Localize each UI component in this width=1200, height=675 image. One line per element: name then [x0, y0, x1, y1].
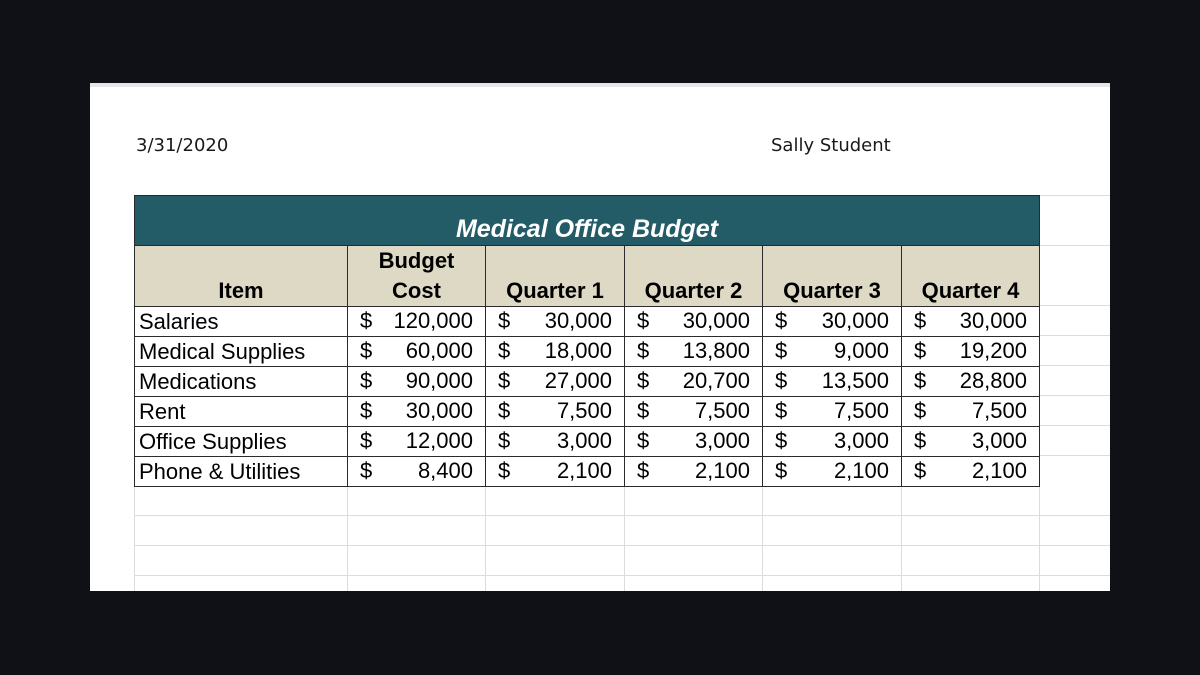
gridline — [134, 545, 1110, 546]
amount-cell[interactable] — [348, 427, 486, 457]
table-row — [135, 457, 1040, 487]
amount-cell[interactable] — [348, 337, 486, 367]
amount-value: 30,000 — [544, 308, 612, 333]
item-cell[interactable]: Rent — [135, 397, 348, 427]
item-cell[interactable]: Phone & Utilities — [135, 457, 348, 487]
amount-cell[interactable] — [763, 397, 902, 427]
gridline — [134, 515, 1110, 516]
amount-cell[interactable] — [902, 457, 1040, 487]
column-header-quarter-2[interactable]: Quarter 2 — [625, 246, 763, 307]
currency-symbol: $ — [498, 428, 511, 453]
amount-cell[interactable] — [625, 397, 763, 427]
amount-value: 2,100 — [694, 458, 750, 483]
currency-symbol: $ — [637, 458, 650, 483]
amount-value: 3,000 — [556, 428, 612, 453]
amount-value: 19,200 — [959, 338, 1027, 363]
amount-value: 30,000 — [959, 308, 1027, 333]
amount-value: 90,000 — [405, 368, 473, 393]
amount-cell[interactable] — [763, 337, 902, 367]
currency-symbol: $ — [360, 428, 373, 453]
amount-value: 27,000 — [544, 368, 612, 393]
amount-cell[interactable] — [486, 427, 625, 457]
gridline — [134, 485, 135, 591]
gridline — [1039, 455, 1110, 456]
amount-value: 30,000 — [821, 308, 889, 333]
currency-symbol: $ — [498, 338, 511, 363]
currency-symbol: $ — [637, 428, 650, 453]
gridline — [134, 575, 1110, 576]
amount-value: 7,500 — [556, 398, 612, 423]
gridline — [1039, 485, 1040, 591]
item-cell[interactable]: Salaries — [135, 307, 348, 337]
currency-symbol: $ — [914, 458, 927, 483]
amount-value: 2,100 — [971, 458, 1027, 483]
amount-value: 28,800 — [959, 368, 1027, 393]
table-row — [135, 307, 1040, 337]
amount-cell[interactable] — [902, 337, 1040, 367]
table-title[interactable]: Medical Office Budget — [135, 196, 1040, 246]
currency-symbol: $ — [360, 458, 373, 483]
amount-cell[interactable] — [625, 337, 763, 367]
currency-symbol: $ — [360, 398, 373, 423]
amount-cell[interactable] — [763, 427, 902, 457]
amount-cell[interactable] — [486, 367, 625, 397]
currency-symbol: $ — [914, 398, 927, 423]
amount-value: 8,400 — [417, 458, 473, 483]
currency-symbol: $ — [498, 398, 511, 423]
amount-value: 7,500 — [833, 398, 889, 423]
amount-cell[interactable] — [625, 367, 763, 397]
spreadsheet-page — [90, 83, 1110, 591]
amount-cell[interactable] — [486, 397, 625, 427]
gridline — [347, 485, 348, 591]
amount-cell[interactable] — [348, 307, 486, 337]
column-header-item[interactable]: Item — [135, 246, 348, 307]
amount-cell[interactable] — [486, 457, 625, 487]
amount-cell[interactable] — [625, 427, 763, 457]
currency-symbol: $ — [498, 308, 511, 333]
currency-symbol: $ — [498, 458, 511, 483]
item-cell[interactable]: Medications — [135, 367, 348, 397]
currency-symbol: $ — [914, 428, 927, 453]
amount-cell[interactable] — [902, 307, 1040, 337]
gridline — [1039, 335, 1110, 336]
amount-cell[interactable] — [902, 427, 1040, 457]
amount-value: 13,500 — [821, 368, 889, 393]
amount-value: 3,000 — [694, 428, 750, 453]
gridline — [762, 485, 763, 591]
item-cell[interactable]: Medical Supplies — [135, 337, 348, 367]
amount-value: 2,100 — [556, 458, 612, 483]
currency-symbol: $ — [637, 398, 650, 423]
item-cell[interactable]: Office Supplies — [135, 427, 348, 457]
amount-value: 9,000 — [833, 338, 889, 363]
amount-value: 7,500 — [694, 398, 750, 423]
gridline — [485, 485, 486, 591]
amount-cell[interactable] — [486, 337, 625, 367]
currency-symbol: $ — [360, 338, 373, 363]
amount-value: 7,500 — [971, 398, 1027, 423]
amount-value: 12,000 — [405, 428, 473, 453]
amount-value: 18,000 — [544, 338, 612, 363]
currency-symbol: $ — [637, 308, 650, 333]
column-header-quarter-3[interactable]: Quarter 3 — [763, 246, 902, 307]
header-author-name: Sally Student — [771, 135, 891, 156]
currency-symbol: $ — [914, 338, 927, 363]
header-date: 3/31/2020 — [136, 135, 229, 156]
column-header-quarter-1[interactable]: Quarter 1 — [486, 246, 625, 307]
table-row — [135, 367, 1040, 397]
column-header-budget-cost[interactable]: Budget Cost — [348, 246, 486, 307]
currency-symbol: $ — [637, 368, 650, 393]
table-row — [135, 337, 1040, 367]
amount-value: 30,000 — [405, 398, 473, 423]
sheet-top-border — [90, 83, 1110, 87]
gridline — [1039, 425, 1110, 426]
currency-symbol: $ — [775, 398, 788, 423]
amount-cell[interactable] — [902, 367, 1040, 397]
gridline — [1039, 395, 1110, 396]
gridline — [1039, 195, 1110, 196]
amount-cell[interactable] — [625, 457, 763, 487]
amount-value: 20,700 — [682, 368, 750, 393]
budget-table — [134, 195, 1040, 487]
currency-symbol: $ — [775, 368, 788, 393]
amount-cell[interactable] — [625, 307, 763, 337]
gridline — [1039, 365, 1110, 366]
table-row — [135, 397, 1040, 427]
column-header-quarter-4[interactable]: Quarter 4 — [902, 246, 1040, 307]
amount-value: 13,800 — [682, 338, 750, 363]
currency-symbol: $ — [498, 368, 511, 393]
amount-cell[interactable] — [763, 307, 902, 337]
amount-value: 3,000 — [971, 428, 1027, 453]
amount-cell[interactable] — [902, 397, 1040, 427]
amount-value: 3,000 — [833, 428, 889, 453]
amount-value: 60,000 — [405, 338, 473, 363]
gridline — [1039, 305, 1110, 306]
amount-cell[interactable] — [763, 457, 902, 487]
amount-cell[interactable] — [348, 367, 486, 397]
currency-symbol: $ — [914, 308, 927, 333]
gridline — [1039, 245, 1110, 246]
amount-cell[interactable] — [348, 457, 486, 487]
table-body — [135, 307, 1040, 487]
currency-symbol: $ — [775, 338, 788, 363]
table-row — [135, 427, 1040, 457]
amount-cell[interactable] — [486, 307, 625, 337]
amount-cell[interactable] — [763, 367, 902, 397]
amount-value: 120,000 — [393, 308, 473, 333]
currency-symbol: $ — [914, 368, 927, 393]
currency-symbol: $ — [775, 458, 788, 483]
amount-value: 30,000 — [682, 308, 750, 333]
gridline — [624, 485, 625, 591]
amount-value: 2,100 — [833, 458, 889, 483]
currency-symbol: $ — [637, 338, 650, 363]
currency-symbol: $ — [775, 308, 788, 333]
currency-symbol: $ — [360, 368, 373, 393]
currency-symbol: $ — [360, 308, 373, 333]
currency-symbol: $ — [775, 428, 788, 453]
gridline — [901, 485, 902, 591]
amount-cell[interactable] — [348, 397, 486, 427]
